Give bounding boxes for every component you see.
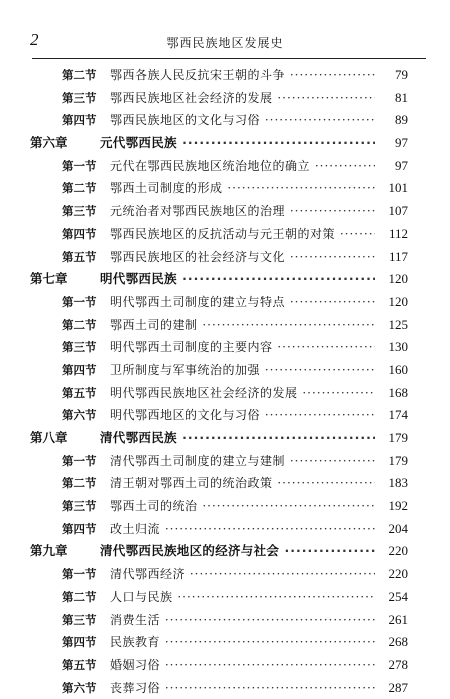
toc-section-row xyxy=(0,246,450,269)
toc-entry-page: 179 xyxy=(388,452,408,468)
toc-section-row xyxy=(0,109,450,132)
toc-entry-page: 192 xyxy=(388,498,408,514)
toc-entry-title: 鄂西民族地区的反抗活动与元王朝的对策 ····· xyxy=(110,223,375,246)
toc-entry-page: 107 xyxy=(388,203,408,219)
toc-entry-title: 丧葬习俗 ····· xyxy=(110,677,375,699)
toc-entry-label: 第三节 xyxy=(62,204,97,219)
toc-entry-page: 254 xyxy=(388,588,408,604)
toc-entry-title: 鄂西土司制度的形成 ····· xyxy=(110,177,375,200)
toc-section-row xyxy=(0,609,450,632)
toc-section-row xyxy=(0,223,450,246)
toc-entry-title: 明代鄂西民族地区社会经济的发展 ····· xyxy=(110,382,375,405)
toc-entry-label: 第五节 xyxy=(62,385,97,400)
toc-entry-label: 第七章 xyxy=(30,271,68,287)
toc-entry-page: 287 xyxy=(388,679,408,695)
toc-chapter-row xyxy=(0,540,450,563)
toc-entry-page: 204 xyxy=(388,520,408,536)
toc-section-row xyxy=(0,631,450,654)
toc-entry-title: 清代鄂西民族 ····· xyxy=(100,427,375,450)
toc-entry-title: 鄂西土司的统治 ····· xyxy=(110,495,375,518)
toc-entry-page: 120 xyxy=(388,271,408,287)
toc-entry-page: 183 xyxy=(388,475,408,491)
toc-section-row xyxy=(0,87,450,110)
toc-section-row xyxy=(0,291,450,314)
toc-entry-page: 168 xyxy=(388,384,408,400)
toc-section-row xyxy=(0,654,450,677)
toc-entry-label: 第六节 xyxy=(62,680,97,695)
toc-entry-label: 第四节 xyxy=(62,362,97,377)
toc-entry-page: 220 xyxy=(388,543,408,559)
toc-section-row xyxy=(0,177,450,200)
toc-entry-title: 鄂西民族地区的社会经济与文化 ····· xyxy=(110,246,375,269)
toc-entry-page: 117 xyxy=(388,248,408,264)
toc-entry-title: 改土归流 ····· xyxy=(110,518,375,541)
toc-section-row xyxy=(0,586,450,609)
toc-entry-label: 第一节 xyxy=(62,567,97,582)
toc-entry-title: 鄂西民族地区社会经济的发展 ····· xyxy=(110,87,375,110)
toc-chapter-row xyxy=(0,427,450,450)
toc-section-row xyxy=(0,563,450,586)
toc-entry-page: 130 xyxy=(388,339,408,355)
toc-chapter-row xyxy=(0,132,450,155)
toc-entry-page: 79 xyxy=(395,67,408,82)
toc-entry-page: 160 xyxy=(388,361,408,377)
toc-entry-title: 民族教育 ····· xyxy=(110,631,375,654)
toc-section-row xyxy=(0,314,450,337)
toc-entry-title: 明代鄂西土司制度的建立与特点 ····· xyxy=(110,291,375,314)
toc-entry-label: 第二节 xyxy=(62,181,97,196)
toc-entry-title: 明代鄂西民族 ····· xyxy=(100,268,375,291)
toc-entry-label: 第一节 xyxy=(62,453,97,468)
toc-entry-label: 第二节 xyxy=(62,589,97,604)
toc-entry-page: 125 xyxy=(388,316,408,332)
toc-section-row xyxy=(0,359,450,382)
toc-entry-page: 81 xyxy=(395,89,408,105)
toc-section-row xyxy=(0,64,450,87)
toc-entry-label: 第二节 xyxy=(62,476,97,491)
toc-entry-label: 第三节 xyxy=(62,90,97,105)
toc-entry-page: 101 xyxy=(388,180,408,196)
toc-entry-title: 明代鄂西地区的文化与习俗 ····· xyxy=(110,404,375,427)
toc-section-row xyxy=(0,495,450,518)
toc-section-row xyxy=(0,677,450,699)
toc-section-row xyxy=(0,155,450,178)
toc-entry-label: 第四节 xyxy=(62,226,97,241)
toc-entry-page: 268 xyxy=(388,634,408,650)
toc-section-row xyxy=(0,200,450,223)
toc-entry-page: 220 xyxy=(388,566,408,582)
toc-entry-label: 第三节 xyxy=(62,340,97,355)
toc-entry-page: 112 xyxy=(388,225,408,241)
toc-entry-page: 174 xyxy=(388,407,408,423)
toc-entry-label: 第四节 xyxy=(62,113,97,128)
toc-entry-title: 元统治者对鄂西民族地区的治理 ····· xyxy=(110,200,375,223)
toc-section-row xyxy=(0,382,450,405)
toc-entry-title: 清代鄂西经济 ····· xyxy=(110,563,375,586)
toc-entry-label: 第八章 xyxy=(30,430,68,445)
toc-entry-title: 人口与民族 ····· xyxy=(110,586,375,609)
toc-entry-label: 第四节 xyxy=(62,521,97,536)
toc-entry-title: 鄂西民族地区的文化与习俗 ····· xyxy=(110,109,375,132)
toc-entry-label: 第二节 xyxy=(62,317,97,332)
toc-entry-title: 清王朝对鄂西土司的统治政策 ····· xyxy=(110,472,375,495)
toc-entry-label: 第二节 xyxy=(62,68,97,82)
toc-entry-label: 第六章 xyxy=(30,135,68,151)
toc-entry-label: 第九章 xyxy=(30,543,68,559)
toc-entry-title: 清代鄂西土司制度的建立与建制 ····· xyxy=(110,450,375,473)
toc-entry-page: 120 xyxy=(388,293,408,309)
toc-entry-label: 第五节 xyxy=(62,657,97,672)
running-title: 鄂西民族地区发展史 xyxy=(166,36,284,50)
toc-section-row xyxy=(0,472,450,495)
toc-entry-title: 元代在鄂西民族地区统治地位的确立 ····· xyxy=(110,155,375,178)
toc-entry-title: 婚姻习俗 ····· xyxy=(110,654,375,677)
toc-entry-title: 明代鄂西土司制度的主要内容 ····· xyxy=(110,336,375,359)
toc-entry-label: 第一节 xyxy=(62,294,97,309)
toc-entry-page: 97 xyxy=(395,135,408,151)
page-header xyxy=(0,0,450,64)
toc-entry-title: 卫所制度与军事统治的加强 ····· xyxy=(110,359,375,382)
toc-entry-title: 鄂西各族人民反抗宋王朝的斗争 ····· xyxy=(110,64,375,87)
toc-section-row xyxy=(0,450,450,473)
toc-entry-page: 89 xyxy=(395,112,408,128)
toc-entry-label: 第三节 xyxy=(62,612,97,627)
toc-section-row xyxy=(0,518,450,541)
page-number: 2 xyxy=(30,30,39,49)
toc-entry-page: 261 xyxy=(388,611,408,627)
toc-entry-title: 清代鄂西民族地区的经济与社会 ····· xyxy=(100,540,375,563)
toc-entry-title: 鄂西土司的建制 ····· xyxy=(110,314,375,337)
toc-entry-title: 消费生活 ····· xyxy=(110,609,375,632)
toc-section-row xyxy=(0,404,450,427)
toc-entry-label: 第三节 xyxy=(62,499,97,514)
toc-entry-page: 179 xyxy=(388,430,408,445)
table-of-contents xyxy=(0,64,450,699)
toc-entry-label: 第四节 xyxy=(62,635,97,650)
header-rule xyxy=(32,58,426,59)
toc-entry-label: 第一节 xyxy=(62,158,97,173)
toc-entry-page: 278 xyxy=(388,656,408,672)
toc-entry-title: 元代鄂西民族 ····· xyxy=(100,132,375,155)
toc-entry-label: 第五节 xyxy=(62,249,97,264)
toc-entry-label: 第六节 xyxy=(62,408,97,423)
toc-chapter-row xyxy=(0,268,450,291)
toc-entry-page: 97 xyxy=(395,157,408,173)
toc-section-row xyxy=(0,336,450,359)
